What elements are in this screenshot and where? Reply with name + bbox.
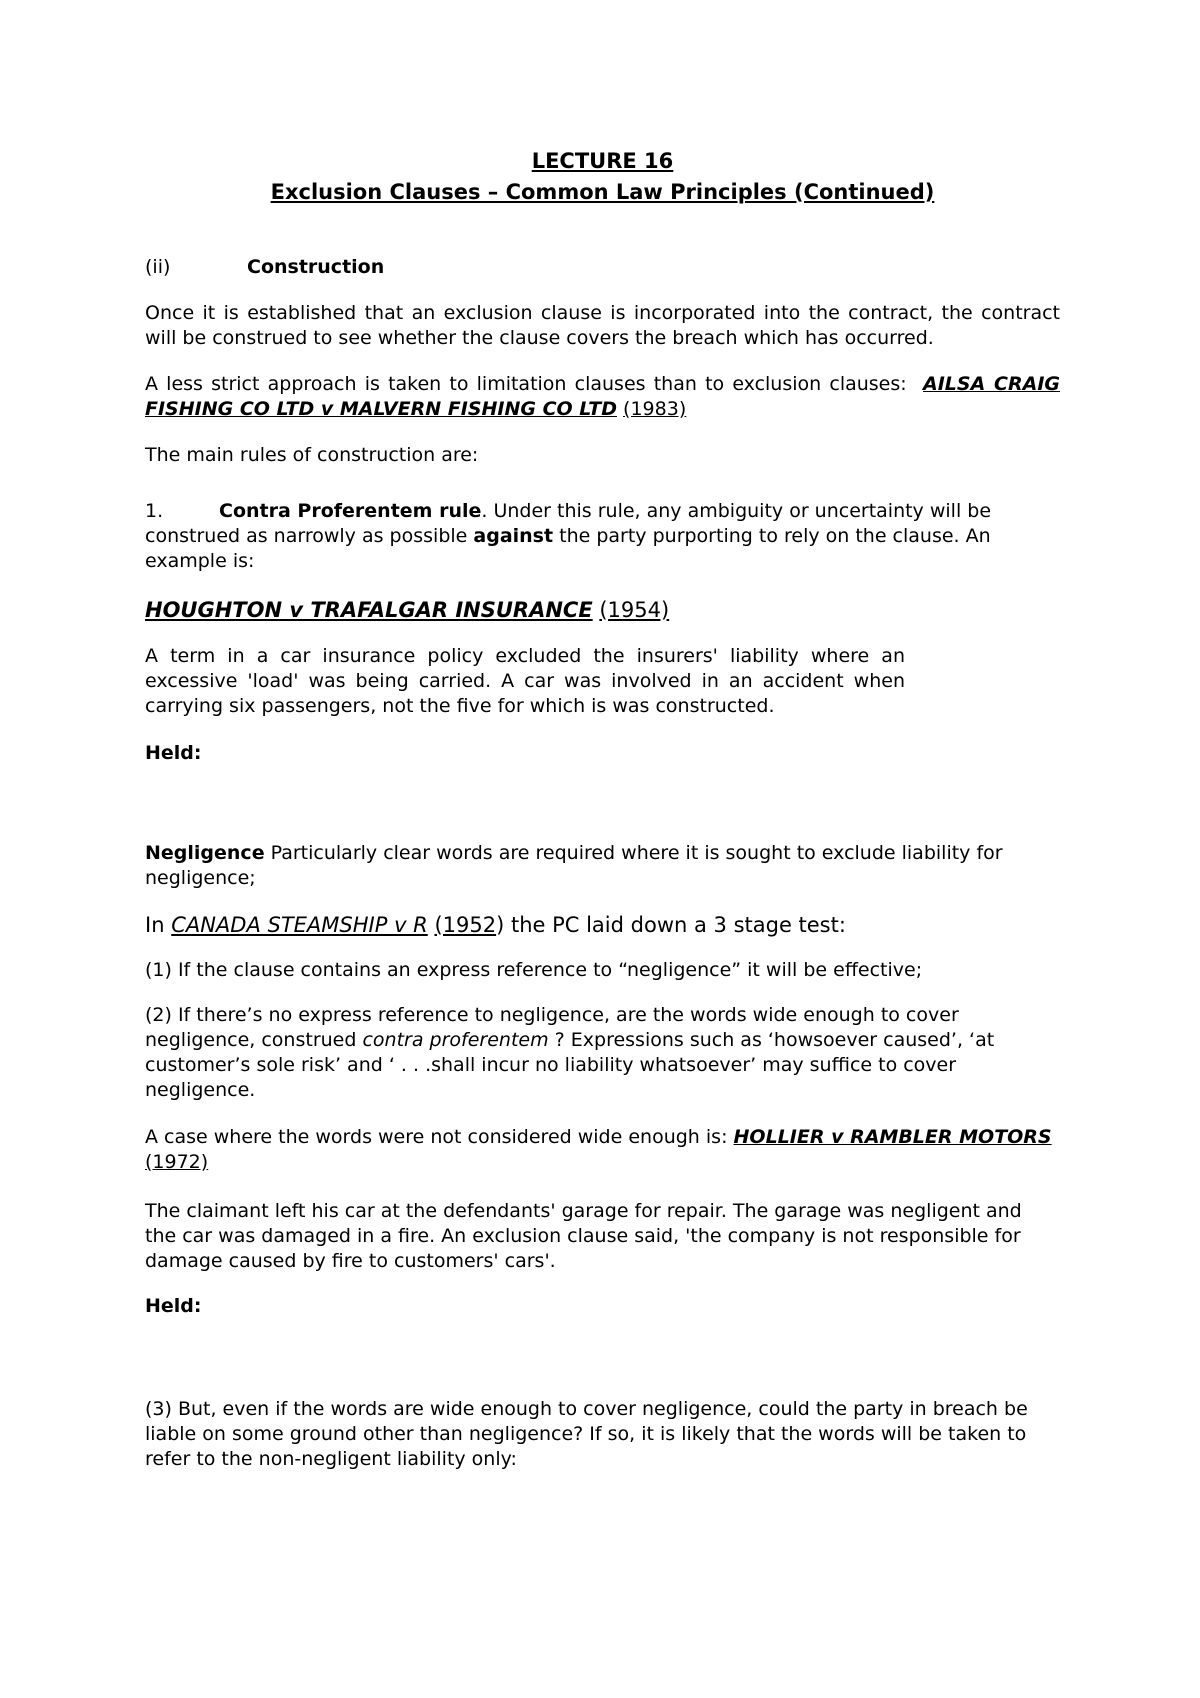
hollier-facts: The claimant left his car at the defendants' garage for repair. The garage was negligent and the car was damaged in a fire. An exclusion clause said, 'the company is not responsible for damage caused by fire to customers' cars'.	[145, 1200, 1022, 1272]
rule-1-title: Contra Proferentem rule	[219, 500, 482, 522]
test-stage-1: (1) If the clause contains an express reference to “negligence” it will be effective;	[145, 959, 923, 981]
paragraph-limitation	[145, 372, 1060, 422]
paragraph-main-rules: The main rules of construction are:	[145, 444, 479, 466]
case-ailsa-craig-year: (1983)	[623, 398, 687, 420]
canada-suffix: ) the PC laid down a 3 stage test:	[496, 913, 846, 937]
case-houghton-heading	[145, 596, 1060, 624]
document-content	[145, 146, 1060, 1472]
case-hollier-year: (1972)	[145, 1151, 209, 1173]
test-stage-2-text-a: (2) If there’s no express reference to negligence, are the words wide enough to cover negligence, construed	[145, 1004, 959, 1051]
held-label-1: Held:	[145, 742, 202, 764]
negligence-label: Negligence	[145, 842, 265, 864]
test-stage-2-italic: contra proferentem	[362, 1029, 549, 1051]
rule-1-text-a: . Under this rule, any ambiguity or uncertainty will be construed as narrowly as possible	[145, 500, 992, 547]
paragraph-negligence	[145, 841, 1045, 891]
rule-1	[145, 499, 1060, 574]
test-stage-3: (3) But, even if the words are wide enough to cover negligence, could the party in breach be liable on some ground other than negligence? If so, it is likely that the words will be taken to refer to the non-negligent liability only:	[145, 1398, 1028, 1470]
test-stage-2	[145, 1003, 1045, 1103]
hollier-text: A case where the words were not considered wide enough is:	[145, 1126, 734, 1148]
case-hollier: HOLLIER v RAMBLER MOTORS	[733, 1126, 1052, 1148]
negligence-text: Particularly clear words are required where it is sought to exclude liability for negligence;	[145, 842, 1003, 889]
section-heading	[145, 255, 1060, 280]
case-houghton: HOUGHTON v TRAFALGAR INSURANCE	[145, 598, 593, 622]
document-title	[145, 146, 1060, 208]
paragraph-canada	[145, 911, 1060, 939]
section-title: Construction	[247, 256, 385, 278]
case-canada-steamship: CANADA STEAMSHIP v R	[171, 913, 428, 937]
paragraph-hollier	[145, 1125, 1060, 1175]
lecture-number: LECTURE 16	[531, 149, 674, 173]
case-houghton-year: (1954)	[599, 598, 670, 622]
paragraph-intro: Once it is established that an exclusion clause is incorporated into the contract, the contract will be construed to see whether the clause covers the breach which has occurred.	[145, 302, 1060, 349]
rule-1-text-b: the party purporting to rely on the clause. An example is:	[145, 525, 991, 572]
canada-prefix: In	[145, 913, 172, 937]
held-label-2: Held:	[145, 1295, 202, 1317]
section-number: (ii)	[145, 256, 171, 278]
test-stage-2-text-b: ? Expressions such as ‘howsoever caused’, ‘at customer’s sole risk’ and ‘ . . .shall incur no liability whatsoever’ may suffice to cover negligence.	[145, 1029, 995, 1101]
houghton-facts: A term in a car insurance policy excluded the insurers' liability where an excessive 'load' was being carried. A car was involved in an accident when carrying six passengers, not the five for which is was constructed.	[145, 645, 905, 717]
rule-1-number: 1.	[145, 500, 164, 522]
case-ailsa-craig: AILSA CRAIG FISHING CO LTD v MALVERN FISHING CO LTD	[145, 373, 1060, 420]
rule-1-bold-word: against	[473, 525, 554, 547]
lecture-subject: Exclusion Clauses – Common Law Principles (Continued)	[270, 180, 935, 204]
limitation-text: A less strict approach is taken to limitation clauses than to exclusion clauses:	[145, 373, 907, 395]
case-canada-year: (1952	[434, 913, 497, 937]
